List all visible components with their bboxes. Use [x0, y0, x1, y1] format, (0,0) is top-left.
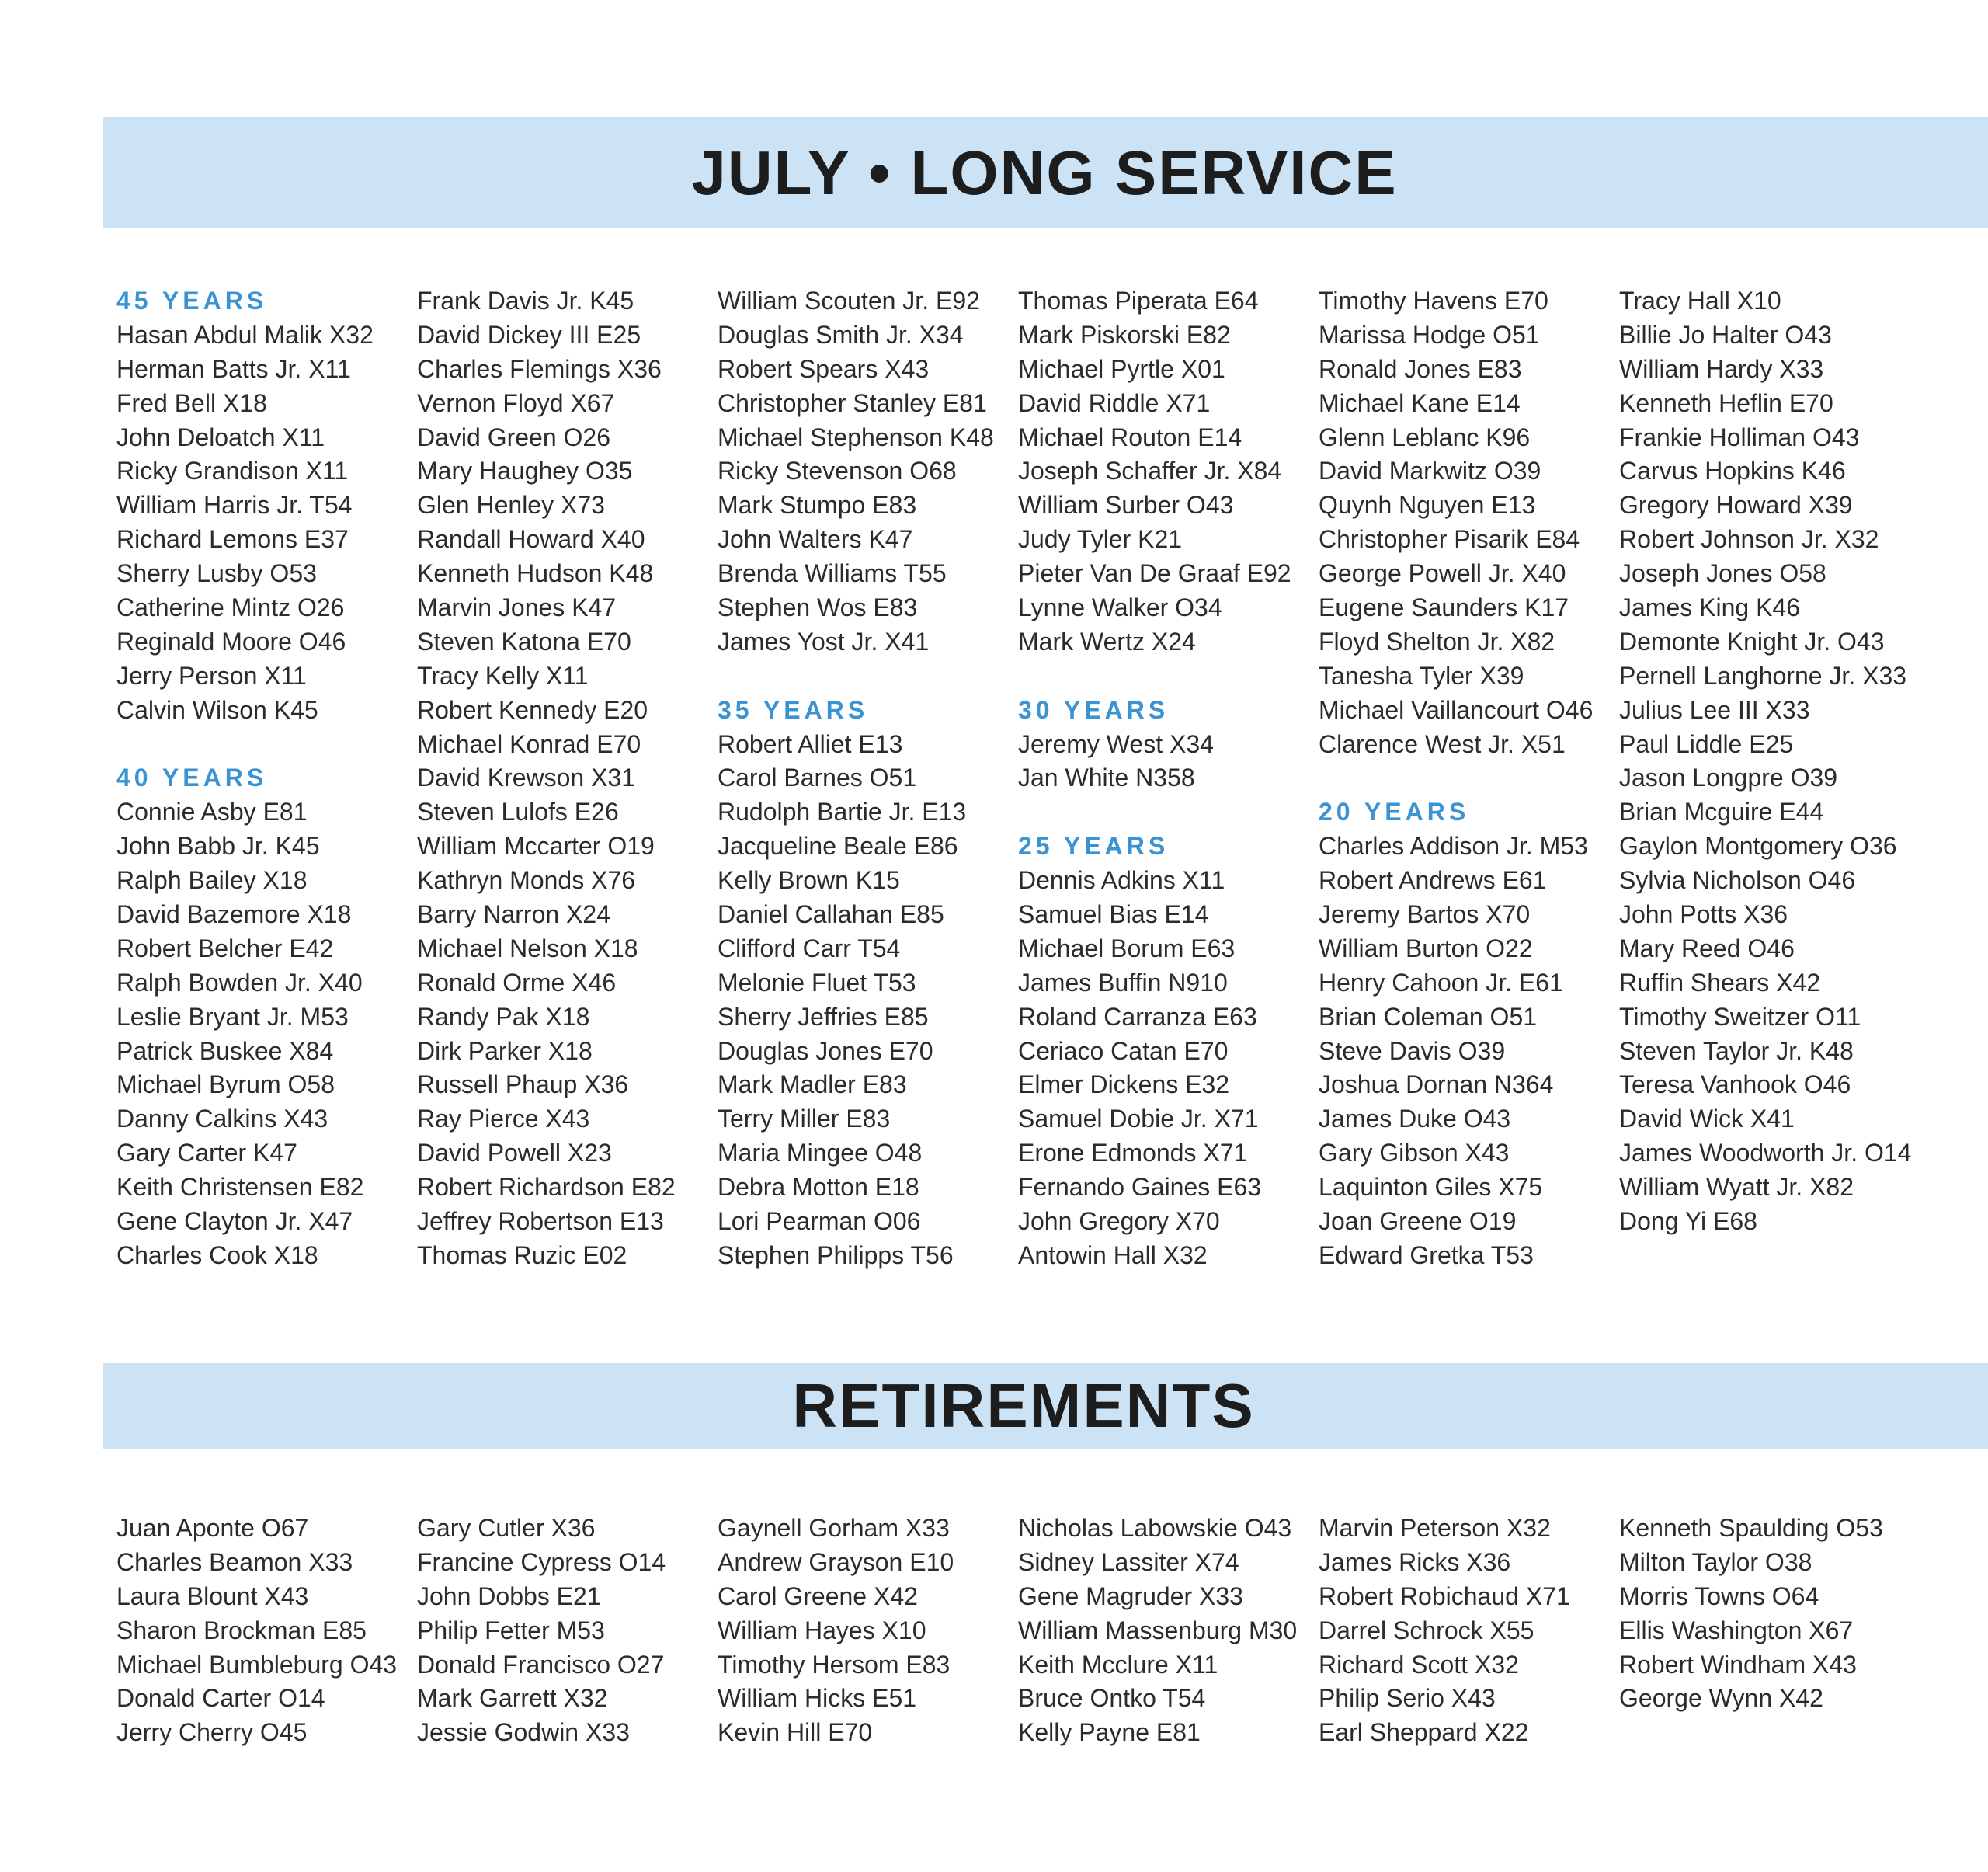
- name-entry: William Scouten Jr. E92: [718, 287, 980, 315]
- name-entry: Henry Cahoon Jr. E61: [1319, 968, 1563, 997]
- name-entry: Michael Konrad E70: [417, 729, 641, 758]
- retirements-title: RETIREMENTS: [792, 1371, 1255, 1440]
- retirements-column-5: [1319, 1512, 1619, 1750]
- name-entry: David Markwitz O39: [1319, 457, 1541, 485]
- years-heading: 20 YEARS: [1319, 798, 1470, 826]
- name-entry: Brian Mcguire E44: [1619, 798, 1824, 826]
- group-spacer: [1319, 761, 1619, 795]
- name-entry: Melonie Fluet T53: [718, 968, 916, 997]
- name-entry: Tracy Kelly X11: [417, 661, 589, 690]
- name-entry: Julius Lee III X33: [1619, 695, 1810, 724]
- years-heading: 40 YEARS: [116, 764, 268, 792]
- name-entry: George Wynn X42: [1619, 1684, 1823, 1713]
- group-spacer: [116, 728, 417, 762]
- long-service-title: JULY • LONG SERVICE: [691, 137, 1398, 207]
- name-entry: Ricky Grandison X11: [116, 457, 349, 485]
- name-entry: Christopher Stanley E81: [718, 388, 987, 417]
- years-heading: 35 YEARS: [718, 695, 869, 724]
- name-entry: Sidney Lassiter X74: [1018, 1547, 1239, 1576]
- retirements-column-4: [1018, 1512, 1319, 1750]
- name-entry: Antowin Hall X32: [1018, 1240, 1208, 1269]
- name-entry: Sherry Lusby O53: [116, 559, 317, 588]
- name-entry: Rudolph Bartie Jr. E13: [718, 798, 967, 826]
- name-entry: Carol Barnes O51: [718, 764, 917, 792]
- name-entry: Ray Pierce X43: [417, 1105, 590, 1133]
- name-entry: Donald Carter O14: [116, 1684, 325, 1713]
- name-entry: Douglas Jones E70: [718, 1036, 933, 1065]
- name-entry: Thomas Piperata E64: [1018, 287, 1259, 315]
- name-entry: William Harris Jr. T54: [116, 491, 353, 520]
- name-entry: William Surber O43: [1018, 491, 1234, 520]
- name-entry: Charles Flemings X36: [417, 354, 662, 383]
- name-entry: David Riddle X71: [1018, 388, 1211, 417]
- name-entry: Gene Clayton Jr. X47: [116, 1207, 353, 1236]
- name-entry: Joseph Schaffer Jr. X84: [1018, 457, 1282, 485]
- long-service-banner: [103, 117, 1988, 228]
- name-entry: Stephen Philipps T56: [718, 1240, 954, 1269]
- name-entry: David Green O26: [417, 423, 611, 451]
- name-entry: Douglas Smith Jr. X34: [718, 320, 964, 349]
- group-spacer: [718, 659, 1018, 694]
- name-entry: Dong Yi E68: [1619, 1207, 1757, 1236]
- name-entry: David Krewson X31: [417, 764, 636, 792]
- name-entry: Keith Christensen E82: [116, 1173, 364, 1202]
- name-entry: William Massenburg M30: [1018, 1616, 1298, 1644]
- name-entry: Ellis Washington X67: [1619, 1616, 1854, 1644]
- name-entry: Nicholas Labowskie O43: [1018, 1514, 1292, 1542]
- name-entry: Steve Davis O39: [1319, 1036, 1506, 1065]
- name-entry: David Bazemore X18: [116, 900, 352, 929]
- name-entry: Tracy Hall X10: [1619, 287, 1781, 315]
- name-entry: Michael Byrum O58: [116, 1070, 335, 1099]
- name-entry: Ceriaco Catan E70: [1018, 1036, 1229, 1065]
- name-entry: Andrew Grayson E10: [718, 1547, 954, 1576]
- name-entry: Ronald Orme X46: [417, 968, 617, 997]
- name-entry: Pieter Van De Graaf E92: [1018, 559, 1291, 588]
- name-entry: Reginald Moore O46: [116, 627, 346, 656]
- name-entry: Robert Richardson E82: [417, 1173, 676, 1202]
- name-entry: Christopher Pisarik E84: [1319, 525, 1580, 554]
- name-entry: Jerry Cherry O45: [116, 1718, 308, 1747]
- name-entry: William Hayes X10: [718, 1616, 926, 1644]
- retirements-column-1: [116, 1512, 417, 1750]
- name-entry: Darrel Schrock X55: [1319, 1616, 1534, 1644]
- name-entry: Debra Motton E18: [718, 1173, 919, 1202]
- long-service-column-2: [417, 284, 718, 1273]
- name-entry: Lori Pearman O06: [718, 1207, 921, 1236]
- name-entry: Herman Batts Jr. X11: [116, 354, 351, 383]
- name-entry: William Wyatt Jr. X82: [1619, 1173, 1854, 1202]
- name-entry: Clifford Carr T54: [718, 934, 901, 962]
- name-entry: Maria Mingee O48: [718, 1139, 923, 1167]
- name-entry: Mark Stumpo E83: [718, 491, 917, 520]
- name-entry: Barry Narron X24: [417, 900, 610, 929]
- name-entry: Gary Cutler X36: [417, 1514, 596, 1542]
- name-entry: Juan Aponte O67: [116, 1514, 309, 1542]
- name-entry: Carol Greene X42: [718, 1581, 918, 1610]
- name-entry: Frank Davis Jr. K45: [417, 287, 634, 315]
- name-entry: Mark Garrett X32: [417, 1684, 608, 1713]
- name-entry: Keith Mcclure X11: [1018, 1650, 1218, 1679]
- name-entry: Kevin Hill E70: [718, 1718, 873, 1747]
- name-entry: Steven Katona E70: [417, 627, 631, 656]
- name-entry: Joseph Jones O58: [1619, 559, 1826, 588]
- long-service-column-4: [1018, 284, 1319, 1273]
- name-entry: Leslie Bryant Jr. M53: [116, 1002, 349, 1031]
- name-entry: Michael Bumbleburg O43: [116, 1650, 398, 1679]
- name-entry: Samuel Bias E14: [1018, 900, 1209, 929]
- long-service-column-6: [1619, 284, 1920, 1273]
- name-entry: Jeremy Bartos X70: [1319, 900, 1531, 929]
- name-entry: John Deloatch X11: [116, 423, 325, 451]
- name-entry: Philip Fetter M53: [417, 1616, 605, 1644]
- name-entry: Earl Sheppard X22: [1319, 1718, 1529, 1747]
- name-entry: Randy Pak X18: [417, 1002, 590, 1031]
- name-entry: Thomas Ruzic E02: [417, 1240, 627, 1269]
- name-entry: Mark Piskorski E82: [1018, 320, 1231, 349]
- years-heading: 30 YEARS: [1018, 695, 1170, 724]
- name-entry: William Hicks E51: [718, 1684, 917, 1713]
- name-entry: Bruce Ontko T54: [1018, 1684, 1206, 1713]
- name-entry: Catherine Mintz O26: [116, 593, 345, 622]
- name-entry: Randall Howard X40: [417, 525, 645, 554]
- name-entry: Jacqueline Beale E86: [718, 832, 958, 861]
- name-entry: Eugene Saunders K17: [1319, 593, 1569, 622]
- name-entry: Ralph Bowden Jr. X40: [116, 968, 363, 997]
- name-entry: Elmer Dickens E32: [1018, 1070, 1230, 1099]
- name-entry: Samuel Dobie Jr. X71: [1018, 1105, 1259, 1133]
- name-entry: Steven Lulofs E26: [417, 798, 619, 826]
- name-entry: Richard Scott X32: [1319, 1650, 1519, 1679]
- name-entry: Fernando Gaines E63: [1018, 1173, 1262, 1202]
- name-entry: Marvin Peterson X32: [1319, 1514, 1551, 1542]
- name-entry: Joshua Dornan N364: [1319, 1070, 1554, 1099]
- name-entry: Stephen Wos E83: [718, 593, 918, 622]
- name-entry: Gaynell Gorham X33: [718, 1514, 950, 1542]
- name-entry: Mary Reed O46: [1619, 934, 1795, 962]
- name-entry: David Wick X41: [1619, 1105, 1795, 1133]
- name-entry: Brian Coleman O51: [1319, 1002, 1538, 1031]
- name-entry: Michael Pyrtle X01: [1018, 354, 1225, 383]
- name-entry: Sharon Brockman E85: [116, 1616, 367, 1644]
- retirements-column-6: [1619, 1512, 1920, 1750]
- name-entry: Marissa Hodge O51: [1319, 320, 1540, 349]
- name-entry: Timothy Havens E70: [1319, 287, 1548, 315]
- name-entry: Clarence West Jr. X51: [1319, 729, 1566, 758]
- years-heading: 45 YEARS: [116, 287, 268, 315]
- retirements-column-2: [417, 1512, 718, 1750]
- name-entry: Morris Towns O64: [1619, 1581, 1819, 1610]
- name-entry: Connie Asby E81: [116, 798, 308, 826]
- name-entry: John Babb Jr. K45: [116, 832, 320, 861]
- name-entry: Sherry Jeffries E85: [718, 1002, 929, 1031]
- name-entry: Kelly Payne E81: [1018, 1718, 1201, 1747]
- name-entry: Robert Johnson Jr. X32: [1619, 525, 1879, 554]
- name-entry: Gregory Howard X39: [1619, 491, 1853, 520]
- name-entry: William Hardy X33: [1619, 354, 1824, 383]
- name-entry: Glenn Leblanc K96: [1319, 423, 1531, 451]
- name-entry: John Walters K47: [718, 525, 913, 554]
- name-entry: Mark Wertz X24: [1018, 627, 1196, 656]
- name-entry: Ruffin Shears X42: [1619, 968, 1821, 997]
- name-entry: John Dobbs E21: [417, 1581, 601, 1610]
- name-entry: William Burton O22: [1319, 934, 1533, 962]
- name-entry: Pernell Langhorne Jr. X33: [1619, 661, 1907, 690]
- name-entry: James Duke O43: [1319, 1105, 1511, 1133]
- name-entry: Kenneth Spaulding O53: [1619, 1514, 1883, 1542]
- retirements-banner: [103, 1363, 1988, 1449]
- name-entry: Kenneth Heflin E70: [1619, 388, 1833, 417]
- name-entry: Edward Gretka T53: [1319, 1240, 1534, 1269]
- name-entry: Frankie Holliman O43: [1619, 423, 1860, 451]
- name-entry: Michael Routon E14: [1018, 423, 1242, 451]
- name-entry: Ricky Stevenson O68: [718, 457, 957, 485]
- name-entry: Patrick Buskee X84: [116, 1036, 334, 1065]
- retirements-column-3: [718, 1512, 1018, 1750]
- name-entry: Steven Taylor Jr. K48: [1619, 1036, 1854, 1065]
- name-entry: James Yost Jr. X41: [718, 627, 930, 656]
- name-entry: Danny Calkins X43: [116, 1105, 328, 1133]
- name-entry: Milton Taylor O38: [1619, 1547, 1812, 1576]
- name-entry: Robert Belcher E42: [116, 934, 334, 962]
- name-entry: Hasan Abdul Malik X32: [116, 320, 374, 349]
- name-entry: Mark Madler E83: [718, 1070, 907, 1099]
- name-entry: Laquinton Giles X75: [1319, 1173, 1543, 1202]
- name-entry: Vernon Floyd X67: [417, 388, 615, 417]
- name-entry: Richard Lemons E37: [116, 525, 349, 554]
- name-entry: Jan White N358: [1018, 764, 1195, 792]
- name-entry: Robert Spears X43: [718, 354, 930, 383]
- name-entry: James King K46: [1619, 593, 1801, 622]
- name-entry: Robert Windham X43: [1619, 1650, 1857, 1679]
- long-service-column-1: [116, 284, 417, 1273]
- name-entry: Billie Jo Halter O43: [1619, 320, 1832, 349]
- name-entry: Gene Magruder X33: [1018, 1581, 1243, 1610]
- name-entry: John Potts X36: [1619, 900, 1788, 929]
- name-entry: Demonte Knight Jr. O43: [1619, 627, 1885, 656]
- name-entry: Charles Cook X18: [116, 1240, 318, 1269]
- name-entry: Gary Gibson X43: [1319, 1139, 1510, 1167]
- name-entry: David Powell X23: [417, 1139, 612, 1167]
- name-entry: Kathryn Monds X76: [417, 866, 636, 895]
- name-entry: William Mccarter O19: [417, 832, 655, 861]
- name-entry: Joan Greene O19: [1319, 1207, 1517, 1236]
- name-entry: Ronald Jones E83: [1319, 354, 1522, 383]
- name-entry: Dirk Parker X18: [417, 1036, 593, 1065]
- name-entry: Paul Liddle E25: [1619, 729, 1794, 758]
- name-entry: Kenneth Hudson K48: [417, 559, 654, 588]
- name-entry: James Buffin N910: [1018, 968, 1228, 997]
- name-entry: Daniel Callahan E85: [718, 900, 944, 929]
- name-entry: Mary Haughey O35: [417, 457, 633, 485]
- name-entry: Kelly Brown K15: [718, 866, 900, 895]
- name-entry: Judy Tyler K21: [1018, 525, 1183, 554]
- group-spacer: [1018, 659, 1319, 694]
- name-entry: Jeffrey Robertson E13: [417, 1207, 664, 1236]
- name-entry: Robert Robichaud X71: [1319, 1581, 1570, 1610]
- name-entry: Francine Cypress O14: [417, 1547, 666, 1576]
- retirements-columns: [116, 1512, 1920, 1750]
- long-service-columns: [116, 284, 1920, 1273]
- name-entry: Quynh Nguyen E13: [1319, 491, 1536, 520]
- name-entry: Jerry Person X11: [116, 661, 307, 690]
- name-entry: James Woodworth Jr. O14: [1619, 1139, 1912, 1167]
- name-entry: Sylvia Nicholson O46: [1619, 866, 1856, 895]
- name-entry: Charles Beamon X33: [116, 1547, 353, 1576]
- name-entry: Carvus Hopkins K46: [1619, 457, 1846, 485]
- name-entry: Roland Carranza E63: [1018, 1002, 1257, 1031]
- name-entry: Robert Alliet E13: [718, 729, 903, 758]
- name-entry: George Powell Jr. X40: [1319, 559, 1566, 588]
- name-entry: Philip Serio X43: [1319, 1684, 1496, 1713]
- name-entry: Fred Bell X18: [116, 388, 267, 417]
- name-entry: Michael Vaillancourt O46: [1319, 695, 1594, 724]
- name-entry: Robert Andrews E61: [1319, 866, 1547, 895]
- name-entry: Michael Nelson X18: [417, 934, 638, 962]
- name-entry: John Gregory X70: [1018, 1207, 1220, 1236]
- name-entry: Dennis Adkins X11: [1018, 866, 1225, 895]
- name-entry: Calvin Wilson K45: [116, 695, 318, 724]
- name-entry: Donald Francisco O27: [417, 1650, 665, 1679]
- name-entry: Gaylon Montgomery O36: [1619, 832, 1897, 861]
- name-entry: Laura Blount X43: [116, 1581, 309, 1610]
- name-entry: Lynne Walker O34: [1018, 593, 1222, 622]
- name-entry: Michael Kane E14: [1319, 388, 1521, 417]
- name-entry: James Ricks X36: [1319, 1547, 1511, 1576]
- name-entry: Erone Edmonds X71: [1018, 1139, 1248, 1167]
- name-entry: Gary Carter K47: [116, 1139, 297, 1167]
- name-entry: Charles Addison Jr. M53: [1319, 832, 1588, 861]
- name-entry: Terry Miller E83: [718, 1105, 891, 1133]
- name-entry: Ralph Bailey X18: [116, 866, 308, 895]
- name-entry: Michael Borum E63: [1018, 934, 1236, 962]
- name-entry: Floyd Shelton Jr. X82: [1319, 627, 1555, 656]
- name-entry: Teresa Vanhook O46: [1619, 1070, 1851, 1099]
- name-entry: Robert Kennedy E20: [417, 695, 648, 724]
- name-entry: Timothy Sweitzer O11: [1619, 1002, 1861, 1031]
- years-heading: 25 YEARS: [1018, 832, 1170, 861]
- name-entry: Glen Henley X73: [417, 491, 605, 520]
- name-entry: Jason Longpre O39: [1619, 764, 1838, 792]
- name-entry: David Dickey III E25: [417, 320, 641, 349]
- name-entry: Michael Stephenson K48: [718, 423, 994, 451]
- group-spacer: [1018, 795, 1319, 830]
- name-entry: Russell Phaup X36: [417, 1070, 629, 1099]
- long-service-column-3: [718, 284, 1018, 1273]
- name-entry: Marvin Jones K47: [417, 593, 617, 622]
- name-entry: Timothy Hersom E83: [718, 1650, 951, 1679]
- name-entry: Jessie Godwin X33: [417, 1718, 630, 1747]
- name-entry: Brenda Williams T55: [718, 559, 947, 588]
- name-entry: Tanesha Tyler X39: [1319, 661, 1524, 690]
- name-entry: Jeremy West X34: [1018, 729, 1214, 758]
- long-service-column-5: [1319, 284, 1619, 1273]
